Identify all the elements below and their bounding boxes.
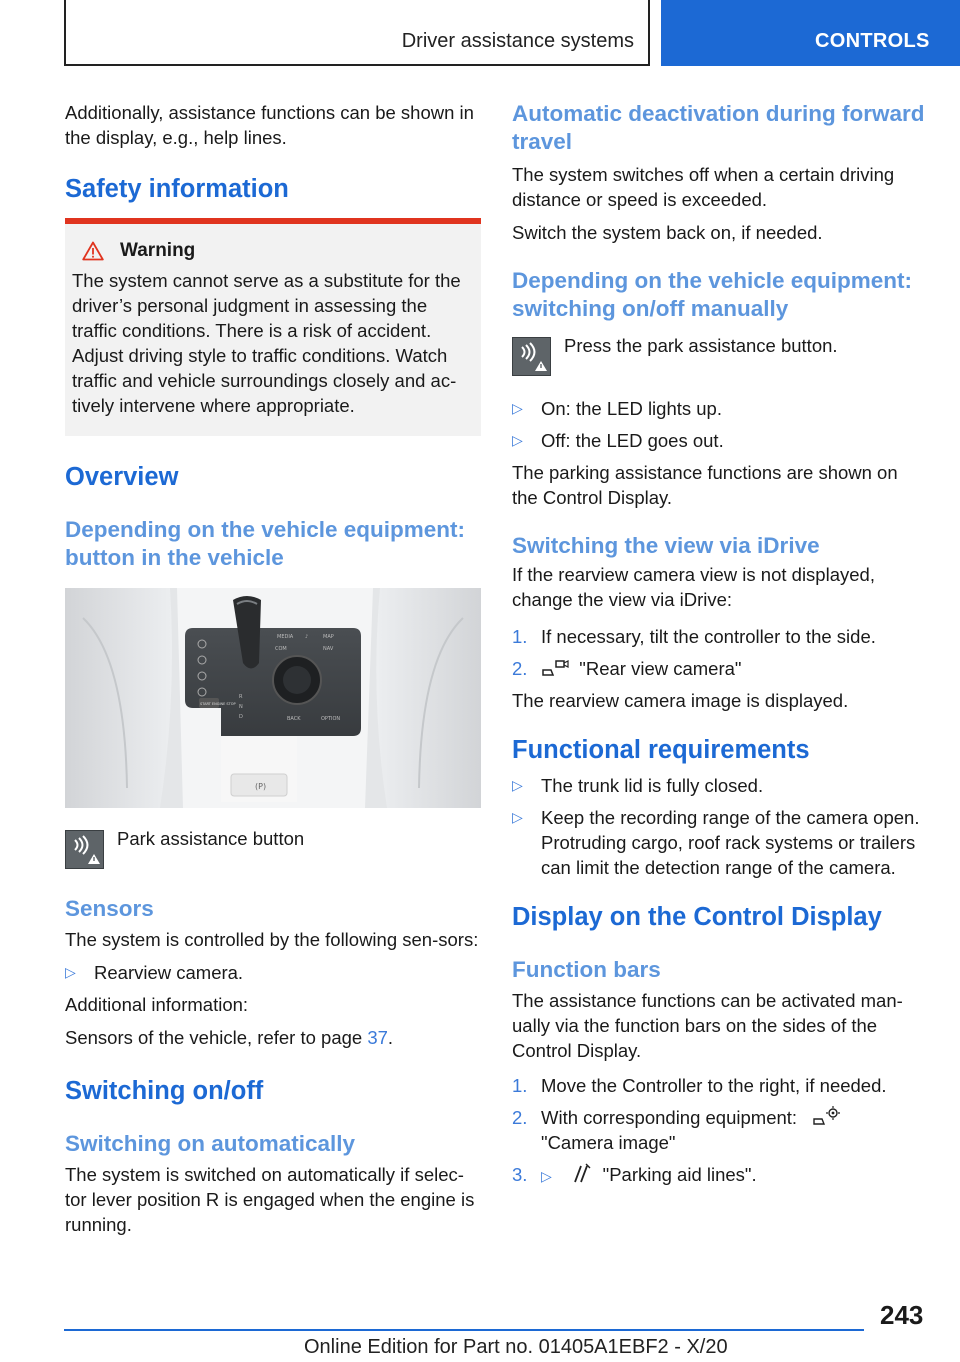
control-display-heading: Display on the Control Display [512,903,882,931]
start-stop-label: START ENGINE STOP [200,702,236,706]
intro-text: Additionally, assistance functions can be shown in the display, e.g., help lines. [65,102,474,148]
svg-text:COM: COM [275,646,287,652]
switch-back-text: Switch the system back on, if needed. [512,222,823,243]
sensors-page-reference: Sensors of the vehicle, refer to page 37. [65,1027,394,1048]
warning-header [82,240,475,262]
page-header [0,0,960,66]
requirements-list [512,773,926,880]
svg-text:NAV: NAV [323,646,334,652]
header-section-box [64,0,650,66]
overview-heading: Overview [65,463,179,491]
deactivation-heading: Automatic deactivation during forward travel [512,101,925,154]
idrive-text: If the rearview camera view is not displayed, change the view via iDrive: [512,564,875,610]
rear-camera-icon [541,658,569,678]
bullet-triangle-icon: ▷ [512,400,523,416]
list-item: 2. "Rear view camera" [512,658,742,679]
warning-text: The system cannot serve as a substitute for the driver’s personal judgment in assessing the traffic conditions. There is a risk of accident. Adjust driving style to traffic conditions. Watch traffic and vehicle surroundings closely and ac-tively intervene where appropriate. [72,270,461,416]
park-assist-button-icon[interactable] [65,830,104,869]
auto-switching-text: The system is switched on automatically if selec-tor lever position R is engaged when the engine is running. [65,1164,475,1235]
center-console-illustration [65,588,481,808]
center-console-photo [65,588,481,808]
header-chapter-label: CONTROLS [815,30,930,52]
list-item: 1. Move the Controller to the right, if needed. [512,1075,887,1096]
park-assist-button-icon[interactable] [512,337,551,376]
functional-requirements-heading: Functional requirements [512,736,810,764]
park-sensor-waves-icon [66,831,103,868]
bullet-triangle-icon: ▷ [512,809,523,825]
list-item: 2. With corresponding equipment: "Camera image" [512,1105,926,1155]
function-bars-steps [512,1073,926,1189]
sensors-list [65,960,481,985]
manual-button-row [512,337,926,376]
svg-text:N: N [239,704,243,710]
parking-aid-lines-icon [572,1162,592,1184]
idrive-steps [512,624,926,681]
button-location-heading: Depending on the vehicle equipment: button in the vehicle [65,517,466,570]
header-chapter-tab[interactable] [661,0,960,66]
list-item: ▷ Keep the recording range of the camera open. Protruding cargo, roof rack systems or trailers can limit the detection range of the camera. [512,807,920,878]
park-assist-button-caption [65,830,481,869]
warning-label: Warning [120,240,196,261]
list-item: ▷ On: the LED lights up. [512,398,722,419]
switching-heading: Switching on/off [65,1077,264,1105]
svg-text:D: D [239,714,243,720]
warning-triangle-icon [82,241,104,261]
bullet-triangle-icon: ▷ [65,964,76,980]
footer-edition: Online Edition for Part no. 01405A1EBF2 - X/20 [304,1336,728,1358]
list-item: ▷ Rearview camera. [65,962,244,983]
sensors-text: The system is controlled by the following sen-sors: [65,929,479,950]
sensors-heading: Sensors [65,896,154,921]
park-assist-caption: Park assistance button [117,828,305,849]
page-number: 243 [880,1300,924,1330]
manual-press-text: Press the park assistance button. [564,335,838,356]
svg-text:OPTION: OPTION [321,716,341,722]
bullet-triangle-icon: ▷ [512,777,523,793]
auto-switching-heading: Switching on automatically [65,1131,356,1156]
function-bars-heading: Function bars [512,957,661,982]
park-sensor-waves-icon [513,338,550,375]
svg-text:R: R [239,694,243,700]
svg-text:MAP: MAP [323,634,334,640]
warning-box [65,218,481,436]
idrive-after-text: The rearview camera image is displayed. [512,690,849,711]
idrive-heading: Switching the view via iDrive [512,533,820,558]
safety-heading: Safety information [65,175,289,203]
right-column [512,100,926,1196]
bullet-triangle-icon: ▷ [541,1168,552,1184]
list-item: 1. If necessary, tilt the controller to the side. [512,626,876,647]
svg-text:♪: ♪ [305,634,309,640]
manual-switching-heading: Depending on the vehicle equipment: switching on/off manually [512,268,913,321]
page-reference-link[interactable]: 37 [367,1027,388,1048]
svg-text:MEDIA: MEDIA [277,634,294,640]
list-item: ▷ Off: the LED goes out. [512,430,724,451]
svg-text:(P): (P) [255,782,267,791]
list-item: ▷ The trunk lid is fully closed. [512,775,764,796]
function-bars-text: The assistance functions can be activated man-ually via the function bars on the sides of the Control Display. [512,990,903,1061]
deactivation-text: The system switches off when a certain driving distance or speed is exceeded. [512,164,895,210]
header-section-title: Driver assistance systems [401,30,634,52]
led-status-list [512,396,926,453]
additional-info-label: Additional information: [65,994,249,1015]
footer-divider [64,1329,864,1331]
list-item: 3. ▷ "Parking aid lines". [512,1164,757,1185]
bullet-triangle-icon: ▷ [512,432,523,448]
manual-after-text: The parking assistance functions are shown on the Control Display. [512,462,898,508]
left-column [65,100,481,1245]
svg-text:BACK: BACK [287,716,301,722]
camera-image-icon [812,1105,842,1127]
